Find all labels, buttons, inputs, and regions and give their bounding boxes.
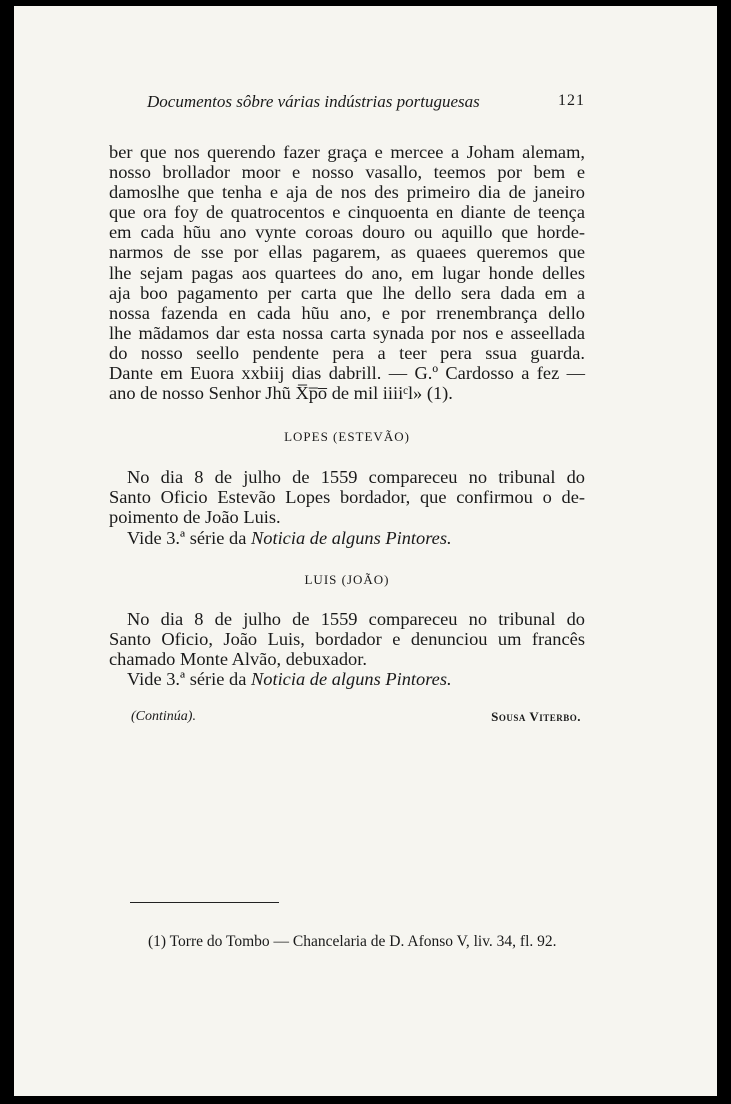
text-line: nosso brollador moor e nosso vasallo, teemos por bem e [109,162,585,183]
text-line: ano de nosso Senhor Jhũ X̅p̅o̅ de mil iiiiᶜl» (1). [109,383,453,404]
text-block [109,92,585,731]
text-line: Santo Oficio Estevão Lopes bordador, que confirmou o de- [109,487,585,508]
text-line: do nosso seello pendente pera a teer pera ssua guarda. [109,342,585,363]
vide-prefix: Vide 3.ª série da [127,668,247,689]
text-line: No dia 8 de julho de 1559 compareceu no tribunal do [127,608,585,629]
text-line: aja boo pagamento per carta que lhe dello sera dada em a [109,282,585,303]
paragraph-continued [109,142,585,403]
vide-prefix: Vide 3.ª série da [127,527,247,548]
text-line: que ora foy de quatrocentos e cinquoenta en diante de teença [109,202,585,223]
text-line: ber que nos querendo fazer graça e mercee a Joham alemam, [109,142,585,162]
paragraph-luis [109,609,585,689]
page-number: 121 [558,92,585,109]
text-line: chamado Monte Alvão, debuxador. [109,648,367,669]
page [14,6,717,1096]
running-head-title: Documentos sôbre várias indústrias portuguesas [147,92,480,111]
text-line: damoslhe que tenha e aja de nos des primeiro dia de janeiro [109,182,585,203]
text-line: No dia 8 de julho de 1559 compareceu no tribunal do [127,467,585,488]
vide-title: Noticia de alguns Pintores. [251,668,452,689]
vide-title: Noticia de alguns Pintores. [251,527,452,548]
paragraph-lopes [109,467,585,547]
text-line: Santo Oficio, João Luis, bordador e denunciou um francês [109,628,585,649]
text-line: Dante em Euora xxbiij dias dabrill. — G.º Cardosso a fez — [109,363,585,384]
running-head [109,92,585,116]
footnote-rule [130,902,279,903]
signature-row [109,709,585,731]
vide-line [109,528,585,548]
section-heading-luis: LUIS (JOÃO) [304,571,390,587]
text-line: poimento de João Luis. [109,507,281,528]
section-heading-lopes: LOPES (ESTEVÃO) [284,429,410,445]
text-line: lhe sejam pagas aos quartees do ano, em lugar honde delles [109,262,585,283]
text-line: em cada hũu ano vynte coroas douro ou aquillo que horde- [109,222,585,243]
text-line: lhe mãdamos dar esta nossa carta synada por nos e asseellada [109,322,585,343]
text-line: narmos de sse por ellas pagarem, as quaees queremos que [109,242,585,263]
footnote: (1) Torre do Tombo — Chancelaria de D. Afonso V, liv. 34, fl. 92. [148,933,557,950]
author-signature: Sousa Viterbo. [491,708,581,724]
vide-line [109,669,585,689]
continues-note: (Continúa). [131,708,196,724]
text-line: nossa fazenda en cada hũu ano, e por rrenembrança dello [109,302,585,323]
